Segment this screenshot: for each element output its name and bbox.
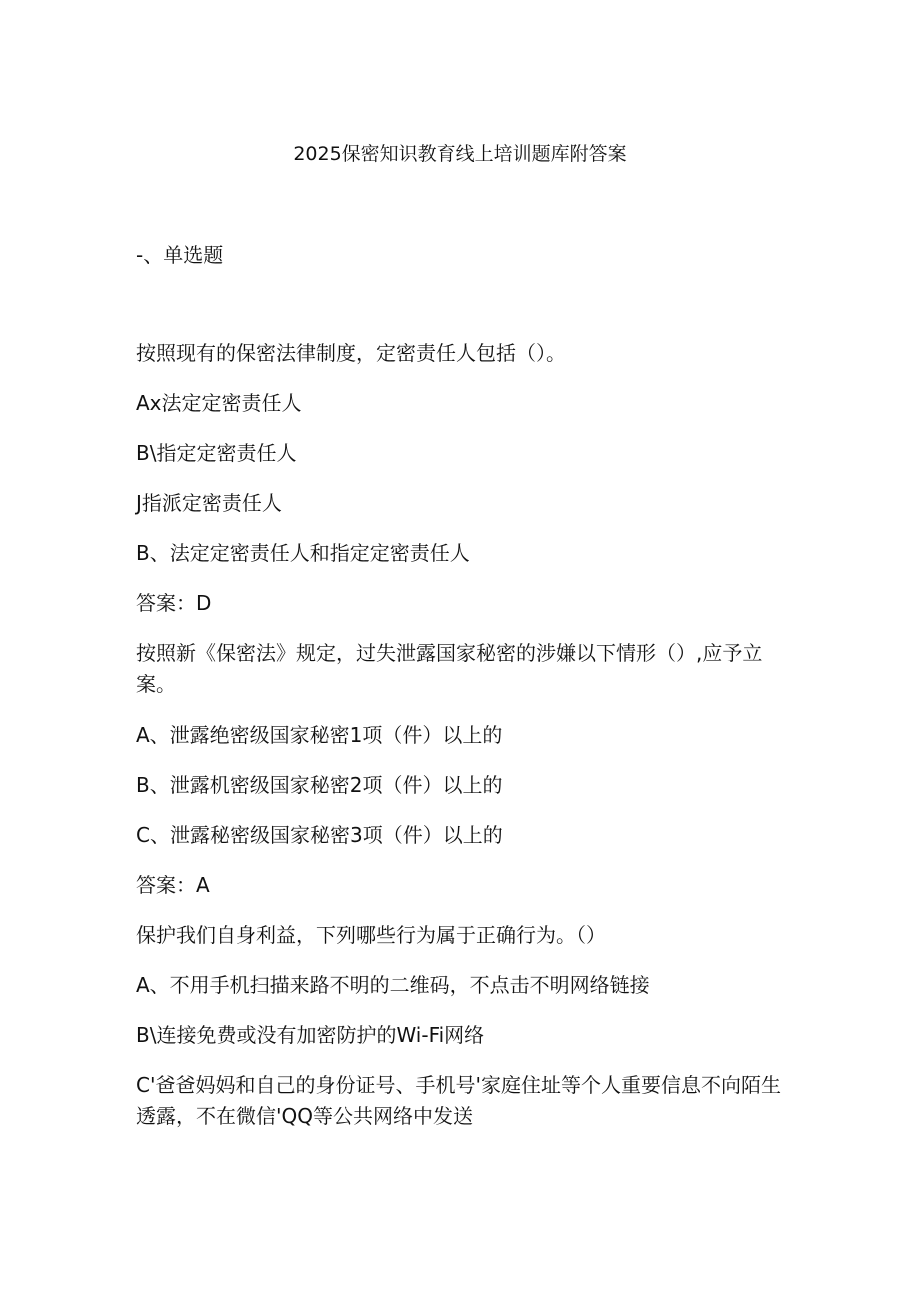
question-text: 按照现有的保密法律制度，定密责任人包括（）。: [136, 341, 566, 365]
question-list: [136, 338, 796, 1152]
option-text: C、泄露秘密级国家秘密3项（件）以上的: [136, 823, 503, 847]
option-text: C'爸爸妈妈和自己的身份证号、手机号'家庭住址等个人重要信息不向陌生透露，不在微信'QQ等公共网络中发送: [136, 1073, 781, 1128]
option-text: A、不用手机扫描来路不明的二维码，不点击不明网络链接: [136, 973, 650, 997]
document-title: 2025保密知识教育线上培训题库附答案: [293, 143, 627, 165]
option-text: B\连接免费或没有加密防护的Wi-Fi网络: [136, 1023, 485, 1047]
question-text: 保护我们自身利益，下列哪些行为属于正确行为。（）: [136, 923, 606, 947]
answer-text: 答案：A: [136, 873, 210, 897]
answer-text: 答案：D: [136, 591, 212, 615]
option-text: B\指定定密责任人: [136, 441, 297, 465]
option-text: B、法定定密责任人和指定定密责任人: [136, 541, 470, 565]
section-heading: -、单选题: [136, 243, 224, 267]
option-text: Ax法定定密责任人: [136, 391, 302, 415]
option-text: A、泄露绝密级国家秘密1项（件）以上的: [136, 723, 503, 747]
option-text: B、泄露机密级国家秘密2项（件）以上的: [136, 773, 503, 797]
option-text: J指派定密责任人: [136, 491, 282, 515]
question-text: 按照新《保密法》规定，过失泄露国家秘密的涉嫌以下情形（）,应予立案。: [136, 641, 763, 696]
